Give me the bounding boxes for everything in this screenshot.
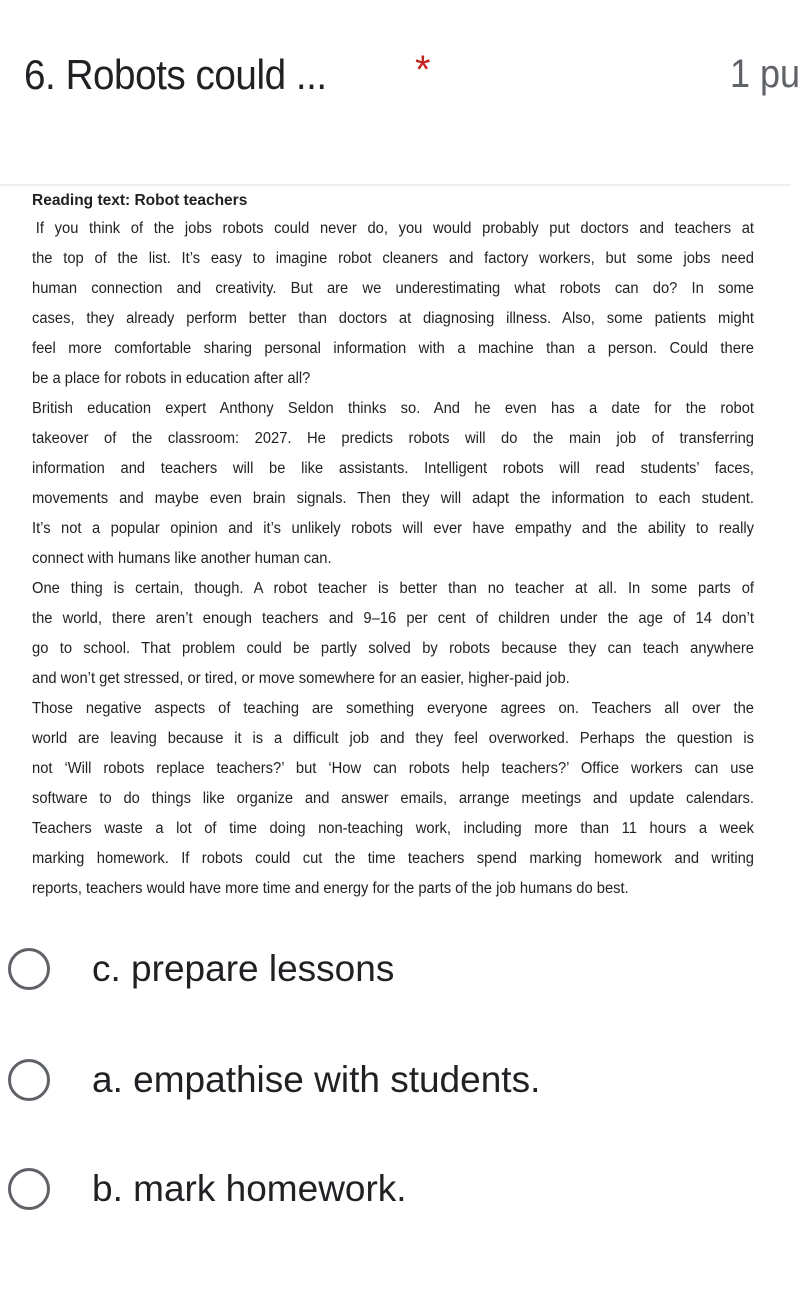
question-points: 1 pu — [730, 52, 800, 96]
reading-passage — [32, 214, 754, 904]
paragraph-line: connect with humans like another human can. — [32, 550, 332, 567]
paragraph — [32, 694, 754, 904]
paragraph-line: world are leaving because it is a difficult job and they feel overworked. Perhaps the question is — [32, 730, 754, 747]
paragraph-line: It’s not a popular opinion and it’s unlikely robots will ever have empathy and the ability to really — [32, 520, 754, 537]
paragraph-line: Those negative aspects of teaching are something everyone agrees on. Teachers all over the — [32, 700, 754, 717]
paragraph — [32, 214, 754, 394]
paragraph-line: feel more comfortable sharing personal information with a machine than a person. Could there — [32, 340, 754, 357]
divider — [0, 184, 791, 186]
paragraph-line: be a place for robots in education after all? — [32, 370, 311, 387]
paragraph-line: and won’t get stressed, or tired, or move somewhere for an easier, higher-paid job. — [32, 670, 570, 687]
paragraph — [32, 394, 754, 574]
paragraph-line: go to school. That problem could be partly solved by robots because they can teach anywhere — [32, 640, 754, 657]
paragraph-line: movements and maybe even brain signals. Then they will adapt the information to each student. — [32, 490, 754, 507]
reading-heading: Reading text: Robot teachers — [32, 192, 248, 209]
option-b[interactable] — [8, 1168, 407, 1210]
paragraph-line: Teachers waste a lot of time doing non-teaching work, including more than 11 hours a week — [32, 820, 754, 837]
paragraph-line: marking homework. If robots could cut the time teachers spend marking homework and writing — [32, 850, 754, 867]
paragraph-line: takeover of the classroom: 2027. He predicts robots will do the main job of transferring — [32, 430, 754, 447]
option-label: c. prepare lessons — [92, 948, 395, 989]
paragraph-line: If you think of the jobs robots could never do, you would probably put doctors and teachers at — [35, 220, 755, 237]
question-title: 6. Robots could ... — [24, 51, 327, 98]
paragraph-line: software to do things like organize and answer emails, arrange meetings and update calendars. — [32, 790, 754, 807]
option-label: b. mark homework. — [92, 1168, 407, 1209]
paragraph-line: human connection and creativity. But are we underestimating what robots can do? In some — [32, 280, 754, 297]
paragraph-line: British education expert Anthony Seldon thinks so. And he even has a date for the robot — [32, 400, 754, 417]
radio-button[interactable] — [8, 1168, 50, 1210]
paragraph-line: cases, they already perform better than doctors at diagnosing illness. Also, some patients might — [32, 310, 754, 327]
option-a[interactable] — [8, 1059, 540, 1101]
radio-button[interactable] — [8, 1059, 50, 1101]
paragraph-line: the world, there aren’t enough teachers and 9–16 per cent of children under the age of 14 don’t — [32, 610, 754, 627]
paragraph-line: reports, teachers would have more time and energy for the parts of the job humans do best. — [32, 880, 629, 897]
paragraph-line: not ‘Will robots replace teachers?’ but ‘How can robots help teachers?’ Office workers can use — [32, 760, 754, 777]
option-label: a. empathise with students. — [92, 1059, 541, 1100]
paragraph — [32, 574, 754, 694]
radio-button[interactable] — [8, 948, 50, 990]
required-marker: * — [415, 48, 431, 92]
option-c[interactable] — [8, 948, 394, 990]
paragraph-line: One thing is certain, though. A robot teacher is better than no teacher at all. In some parts of — [32, 580, 754, 597]
paragraph-line: information and teachers will be like assistants. Intelligent robots will read students’ faces, — [32, 460, 754, 477]
paragraph-line: the top of the list. It’s easy to imagine robot cleaners and factory workers, but some jobs need — [32, 250, 754, 267]
